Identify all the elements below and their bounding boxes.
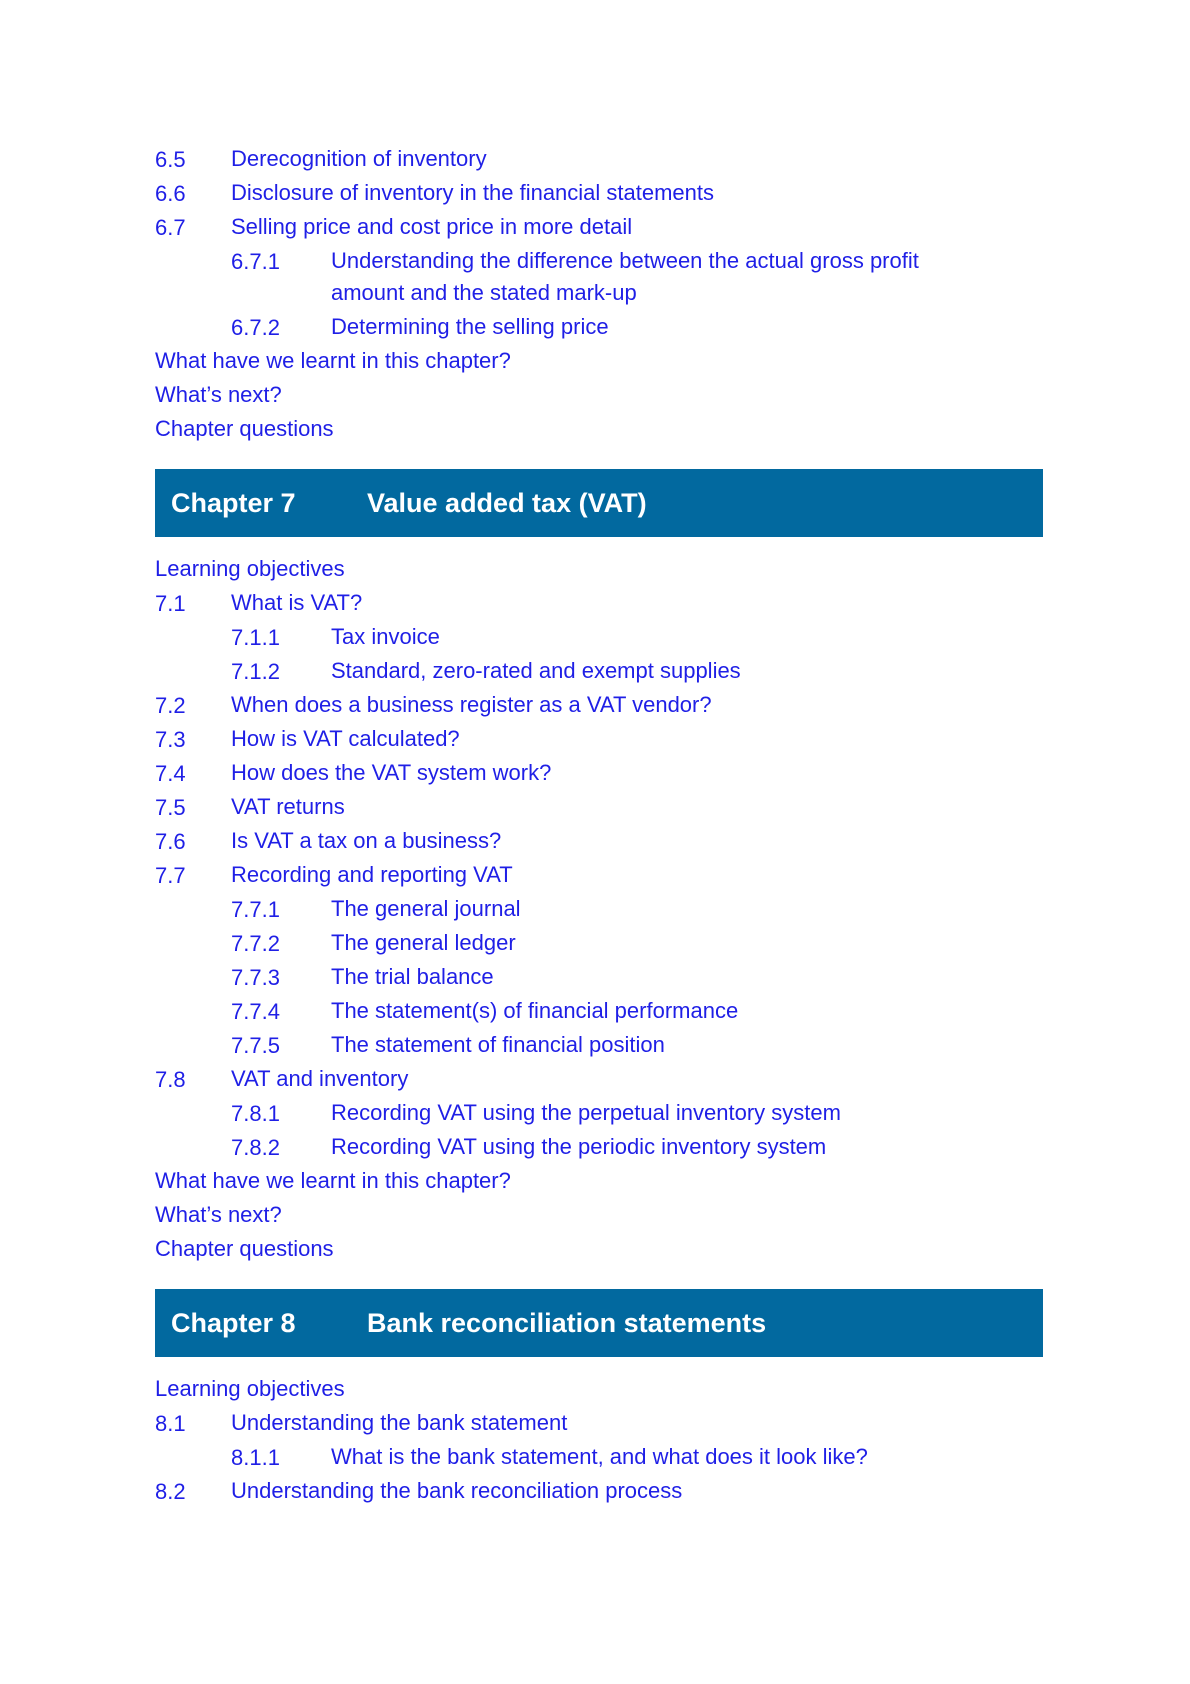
chapter-title: Bank reconciliation statements: [367, 1308, 767, 1338]
toc-entry-ch7-summary[interactable]: [155, 1165, 1043, 1199]
toc-entry-7-7[interactable]: [155, 859, 1043, 893]
toc-number: 7.7.5: [231, 1033, 280, 1058]
toc-number: 7.6: [155, 829, 186, 854]
toc-entry-6-7[interactable]: [155, 211, 1043, 245]
toc-entry-7-2[interactable]: [155, 689, 1043, 723]
toc-entry-8-2[interactable]: [155, 1475, 1043, 1509]
chapter-label: Chapter 7: [171, 488, 296, 518]
toc-entry-ch6-questions[interactable]: [155, 413, 1043, 447]
toc-entry-7-1-2[interactable]: [155, 655, 1043, 689]
toc-entry-7-5[interactable]: [155, 791, 1043, 825]
chapter-7-heading: [155, 469, 1043, 537]
toc-entry-6-7-1[interactable]: [155, 245, 1043, 311]
toc-entry-7-7-3[interactable]: [155, 961, 1043, 995]
toc-title: What have we learnt in this chapter?: [155, 1168, 511, 1193]
toc-title: Learning objectives: [155, 1376, 345, 1401]
toc-title: VAT and inventory: [231, 1066, 409, 1091]
toc-number: 7.4: [155, 761, 186, 786]
toc-entry-ch7-questions[interactable]: [155, 1233, 1043, 1267]
toc-title: How does the VAT system work?: [231, 760, 552, 785]
toc-entry-ch6-next[interactable]: [155, 379, 1043, 413]
toc-title: What have we learnt in this chapter?: [155, 348, 511, 373]
toc-entry-8-1-1[interactable]: [155, 1441, 1043, 1475]
toc-entry-7-4[interactable]: [155, 757, 1043, 791]
toc-title: Derecognition of inventory: [231, 146, 487, 171]
toc-entry-7-6[interactable]: [155, 825, 1043, 859]
toc-number: 8.1: [155, 1411, 186, 1436]
toc-number: 6.7.1: [231, 249, 280, 274]
toc-title: Chapter questions: [155, 416, 334, 441]
toc-entry-6-7-2[interactable]: [155, 311, 1043, 345]
toc-title: Recording and reporting VAT: [231, 862, 513, 887]
toc-entry-7-8[interactable]: [155, 1063, 1043, 1097]
chapter-label: Chapter 8: [171, 1308, 296, 1338]
toc-entry-ch7-objectives[interactable]: [155, 553, 1043, 587]
toc-entry-7-1[interactable]: [155, 587, 1043, 621]
toc-title: Recording VAT using the perpetual inventory system: [331, 1100, 841, 1125]
toc-number: 7.8: [155, 1067, 186, 1092]
toc-title: Learning objectives: [155, 556, 345, 581]
toc-number: 6.6: [155, 181, 186, 206]
toc-number: 7.1.1: [231, 625, 280, 650]
toc-number: 7.1: [155, 591, 186, 616]
toc-title: Determining the selling price: [331, 314, 609, 339]
toc-entry-ch8-objectives[interactable]: [155, 1373, 1043, 1407]
toc-title: What’s next?: [155, 382, 282, 407]
chapter-8-heading: [155, 1289, 1043, 1357]
toc-title: What is VAT?: [231, 590, 363, 615]
toc-number: 6.7: [155, 215, 186, 240]
toc-entry-6-5[interactable]: [155, 143, 1043, 177]
toc-number: 7.7: [155, 863, 186, 888]
toc-entry-7-7-1[interactable]: [155, 893, 1043, 927]
toc-entry-7-8-2[interactable]: [155, 1131, 1043, 1165]
toc-entry-6-6[interactable]: [155, 177, 1043, 211]
toc-number: 7.7.2: [231, 931, 280, 956]
toc-title: Understanding the difference between the actual gross profit amount and the stated mark-up: [331, 248, 919, 305]
toc-entry-7-7-5[interactable]: [155, 1029, 1043, 1063]
toc-title: Understanding the bank statement: [231, 1410, 568, 1435]
toc-number: 7.7.3: [231, 965, 280, 990]
toc-page: [155, 143, 1043, 1509]
toc-title: Selling price and cost price in more detail: [231, 214, 633, 239]
toc-title: The statement(s) of financial performance: [331, 998, 739, 1023]
toc-number: 8.2: [155, 1479, 186, 1504]
toc-entry-7-1-1[interactable]: [155, 621, 1043, 655]
toc-title: The general journal: [331, 896, 521, 921]
toc-number: 7.1.2: [231, 659, 280, 684]
toc-number: 7.7.4: [231, 999, 280, 1024]
toc-entry-7-7-4[interactable]: [155, 995, 1043, 1029]
toc-number: 8.1.1: [231, 1445, 280, 1470]
chapter-title: Value added tax (VAT): [367, 488, 647, 518]
toc-number: 7.5: [155, 795, 186, 820]
toc-entry-7-7-2[interactable]: [155, 927, 1043, 961]
toc-number: 7.8.1: [231, 1101, 280, 1126]
toc-title: Understanding the bank reconciliation process: [231, 1478, 683, 1503]
toc-number: 7.7.1: [231, 897, 280, 922]
toc-title: What’s next?: [155, 1202, 282, 1227]
toc-title: The general ledger: [331, 930, 516, 955]
toc-title: What is the bank statement, and what does it look like?: [331, 1444, 868, 1469]
toc-entry-ch7-next[interactable]: [155, 1199, 1043, 1233]
toc-title: Standard, zero-rated and exempt supplies: [331, 658, 741, 683]
toc-title: When does a business register as a VAT vendor?: [231, 692, 712, 717]
toc-number: 6.5: [155, 147, 186, 172]
toc-title: How is VAT calculated?: [231, 726, 460, 751]
toc-number: 7.8.2: [231, 1135, 280, 1160]
toc-entry-7-3[interactable]: [155, 723, 1043, 757]
toc-title: Chapter questions: [155, 1236, 334, 1261]
toc-number: 7.2: [155, 693, 186, 718]
toc-title: The statement of financial position: [331, 1032, 665, 1057]
toc-title: Recording VAT using the periodic inventory system: [331, 1134, 827, 1159]
toc-title: VAT returns: [231, 794, 345, 819]
toc-title: The trial balance: [331, 964, 494, 989]
toc-title: Tax invoice: [331, 624, 440, 649]
toc-entry-8-1[interactable]: [155, 1407, 1043, 1441]
toc-entry-7-8-1[interactable]: [155, 1097, 1043, 1131]
toc-entry-ch6-summary[interactable]: [155, 345, 1043, 379]
toc-number: 6.7.2: [231, 315, 280, 340]
toc-title: Disclosure of inventory in the financial statements: [231, 180, 715, 205]
toc-title: Is VAT a tax on a business?: [231, 828, 502, 853]
toc-number: 7.3: [155, 727, 186, 752]
